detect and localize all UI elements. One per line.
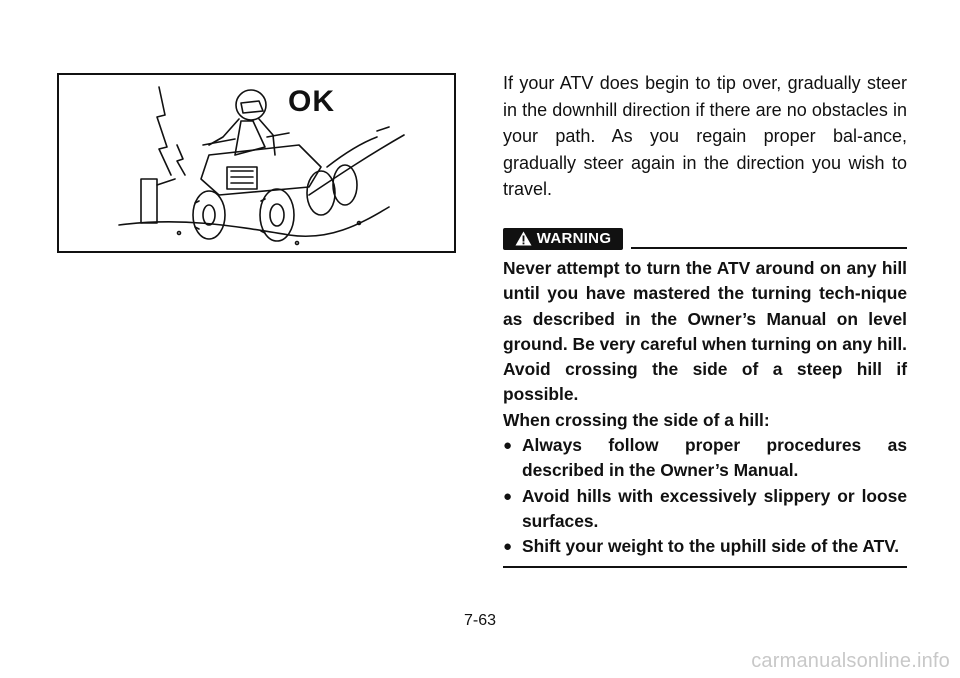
warning-paragraph-2: When crossing the side of a hill: <box>503 409 770 430</box>
page-number: 7-63 <box>463 612 497 629</box>
intro-paragraph: If your ATV does begin to tip over, gradually steer in the downhill direction if there are no obstacles in your path. As you regain proper bal-ance, gradually steer again in the direction you wish to travel. <box>503 73 907 200</box>
text-column <box>503 70 907 568</box>
warning-triangle-icon <box>515 231 532 246</box>
bullet-text: Shift your weight to the uphill side of the ATV. <box>522 536 900 557</box>
list-item <box>503 433 907 484</box>
bullet-text: Avoid hills with excessively slippery or loose surfaces. <box>522 485 907 531</box>
list-item <box>503 534 907 559</box>
atv-illustration-figure <box>57 73 456 253</box>
warning-bottom-rule <box>503 566 907 568</box>
atv-rider-illustration <box>59 75 454 251</box>
warning-header <box>503 228 907 252</box>
warning-badge <box>503 228 623 250</box>
warning-badge-label: WARNING <box>536 230 612 248</box>
list-item <box>503 484 907 535</box>
warning-body <box>503 256 907 568</box>
bullet-icon: ● <box>503 538 513 556</box>
bullet-icon: ● <box>503 487 513 505</box>
warning-bullet-list <box>503 433 907 559</box>
warning-paragraph-1: Never attempt to turn the ATV around on any hill until you have mastered the turning tech-nique as described in the Owner’s Manual on level ground. Be very careful when turning on any hill. Avoid crossing the side of a steep hill if possible. <box>503 257 907 405</box>
warning-top-rule <box>631 247 907 249</box>
bullet-icon: ● <box>503 437 513 455</box>
watermark-link[interactable]: carmanualsonline.info <box>751 650 950 672</box>
bullet-text: Always follow proper procedures as described in the Owner’s Manual. <box>522 435 907 481</box>
figure-ok-label: OK <box>288 85 335 118</box>
